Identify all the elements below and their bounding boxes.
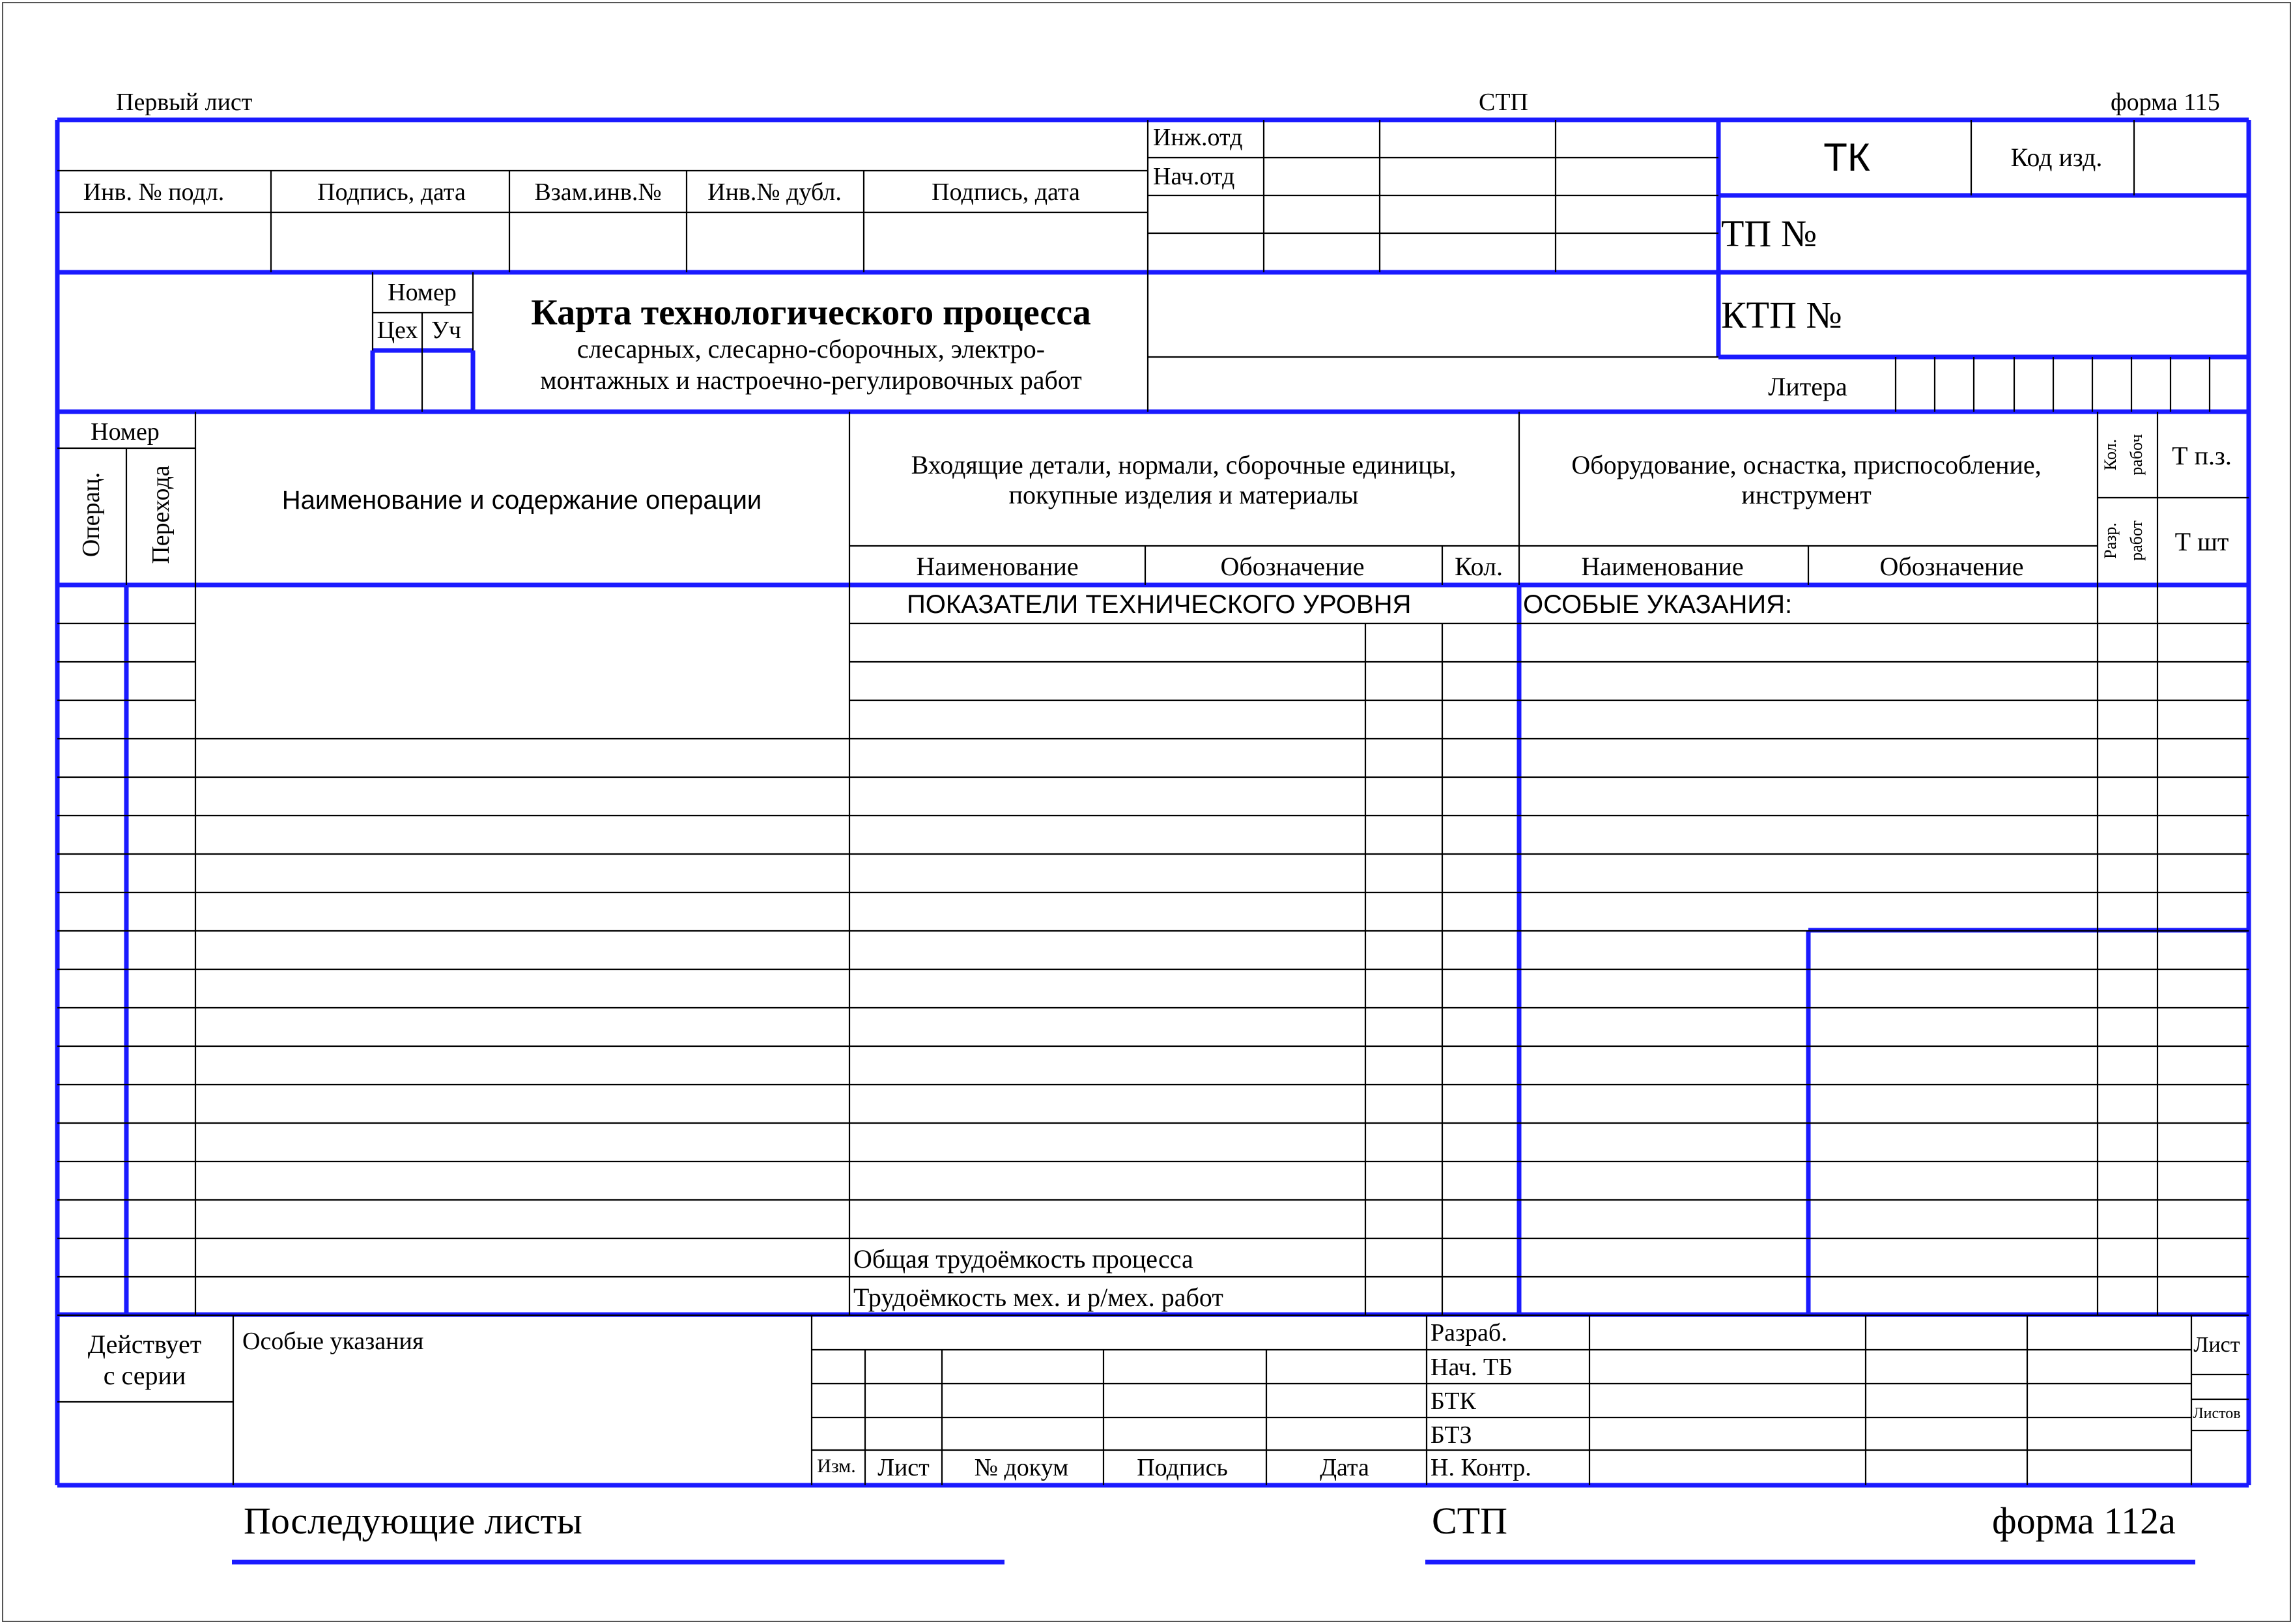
mech-labor-label: Трудоёмкость мех. и р/мех. работ [853,1283,1223,1312]
litera-label: Литера [1768,372,1847,401]
norm-control-label: Н. Контр. [1431,1454,1531,1481]
signature-label: Подпись [1137,1454,1228,1481]
valid-from-label-2: с серии [103,1361,186,1390]
ceh-label: Цех [377,317,418,344]
incoming-parts-header-1: Входящие детали, нормали, сборочные единицы, [911,450,1457,479]
signature-date-label-2: Подпись, дата [932,178,1080,206]
btk-label: БТК [1431,1388,1476,1415]
stp-bottom-label: СТП [1432,1500,1507,1542]
nach-otd-label: Нач.отд [1153,163,1235,190]
vzam-inv-label: Взам.инв.№ [534,178,662,206]
total-labor-label: Общая трудоёмкость процесса [853,1244,1193,1274]
equipment-designation-header: Обозначение [1879,552,2024,581]
work-grade-label-1: Разр. [2101,522,2120,559]
parts-qty-header: Кол. [1454,552,1503,581]
operation-content-header: Наименование и содержание операции [281,486,762,515]
form-115-label: форма 115 [2111,89,2220,116]
tp-number-label: ТП № [1721,212,1817,255]
workers-count-label-1: Кол. [2101,438,2120,471]
uch-label: Уч [431,317,462,344]
incoming-parts-header-2: покупные изделия и материалы [1008,480,1359,509]
document-title: Карта технологического процесса [531,292,1091,333]
special-instructions-caps-label: ОСОБЫЕ УКАЗАНИЯ: [1523,590,1793,619]
safety-head-label: Нач. ТБ [1431,1354,1513,1381]
t-pz-header: Т п.з. [2172,441,2232,470]
workers-count-label-2: рабоч [2127,434,2146,476]
valid-from-label-1: Действует [87,1330,202,1359]
developer-label: Разраб. [1431,1319,1507,1346]
parts-name-header: Наименование [916,552,1079,581]
stp-top-label: СТП [1479,89,1528,116]
number-label-table: Номер [91,418,160,446]
equipment-header-2: инструмент [1741,480,1872,509]
first-sheet-label: Первый лист [116,89,253,116]
technical-level-indicators-label: ПОКАЗАТЕЛИ ТЕХНИЧЕСКОГО УРОВНЯ [907,590,1412,619]
parts-designation-header: Обозначение [1220,552,1365,581]
date-label: Дата [1320,1454,1369,1481]
work-grade-label-2: работ [2127,520,2146,561]
kod-izd-label: Код изд. [2010,143,2103,172]
sheet-label: Лист [877,1454,930,1481]
inv-dubl-label: Инв.№ дубл. [707,178,842,206]
document-subtitle-2: монтажных и настроечно-регулировочных работ [540,365,1082,395]
btz-label: БТЗ [1431,1421,1472,1449]
ktp-number-label: КТП № [1721,294,1842,336]
sheets-total-label: Листов [2193,1405,2241,1422]
transition-number-label: Перехода [147,465,175,564]
document-subtitle-1: слесарных, слесарно-сборочных, электро- [577,334,1046,363]
number-label-top: Номер [388,279,457,306]
form-112a-label: форма 112а [1992,1500,2176,1542]
sheet-number-label: Лист [2193,1333,2240,1357]
inv-podl-label: Инв. № подл. [83,178,225,206]
signature-date-label-1: Подпись, дата [317,178,466,206]
operation-number-label: Операц. [78,472,105,558]
inzh-otd-label: Инж.отд [1153,124,1243,151]
page-border [3,3,2290,1621]
t-sht-header: Т шт [2174,527,2229,556]
izm-label: Изм. [817,1455,856,1477]
equipment-header-1: Оборудование, оснастка, приспособление, [1571,450,2042,479]
equipment-name-header: Наименование [1581,552,1744,581]
doc-number-label: № докум [974,1454,1069,1481]
subsequent-sheets-label: Последующие листы [244,1500,582,1542]
tk-label: ТК [1823,135,1870,179]
special-instructions-footer-label: Особые указания [242,1328,424,1355]
